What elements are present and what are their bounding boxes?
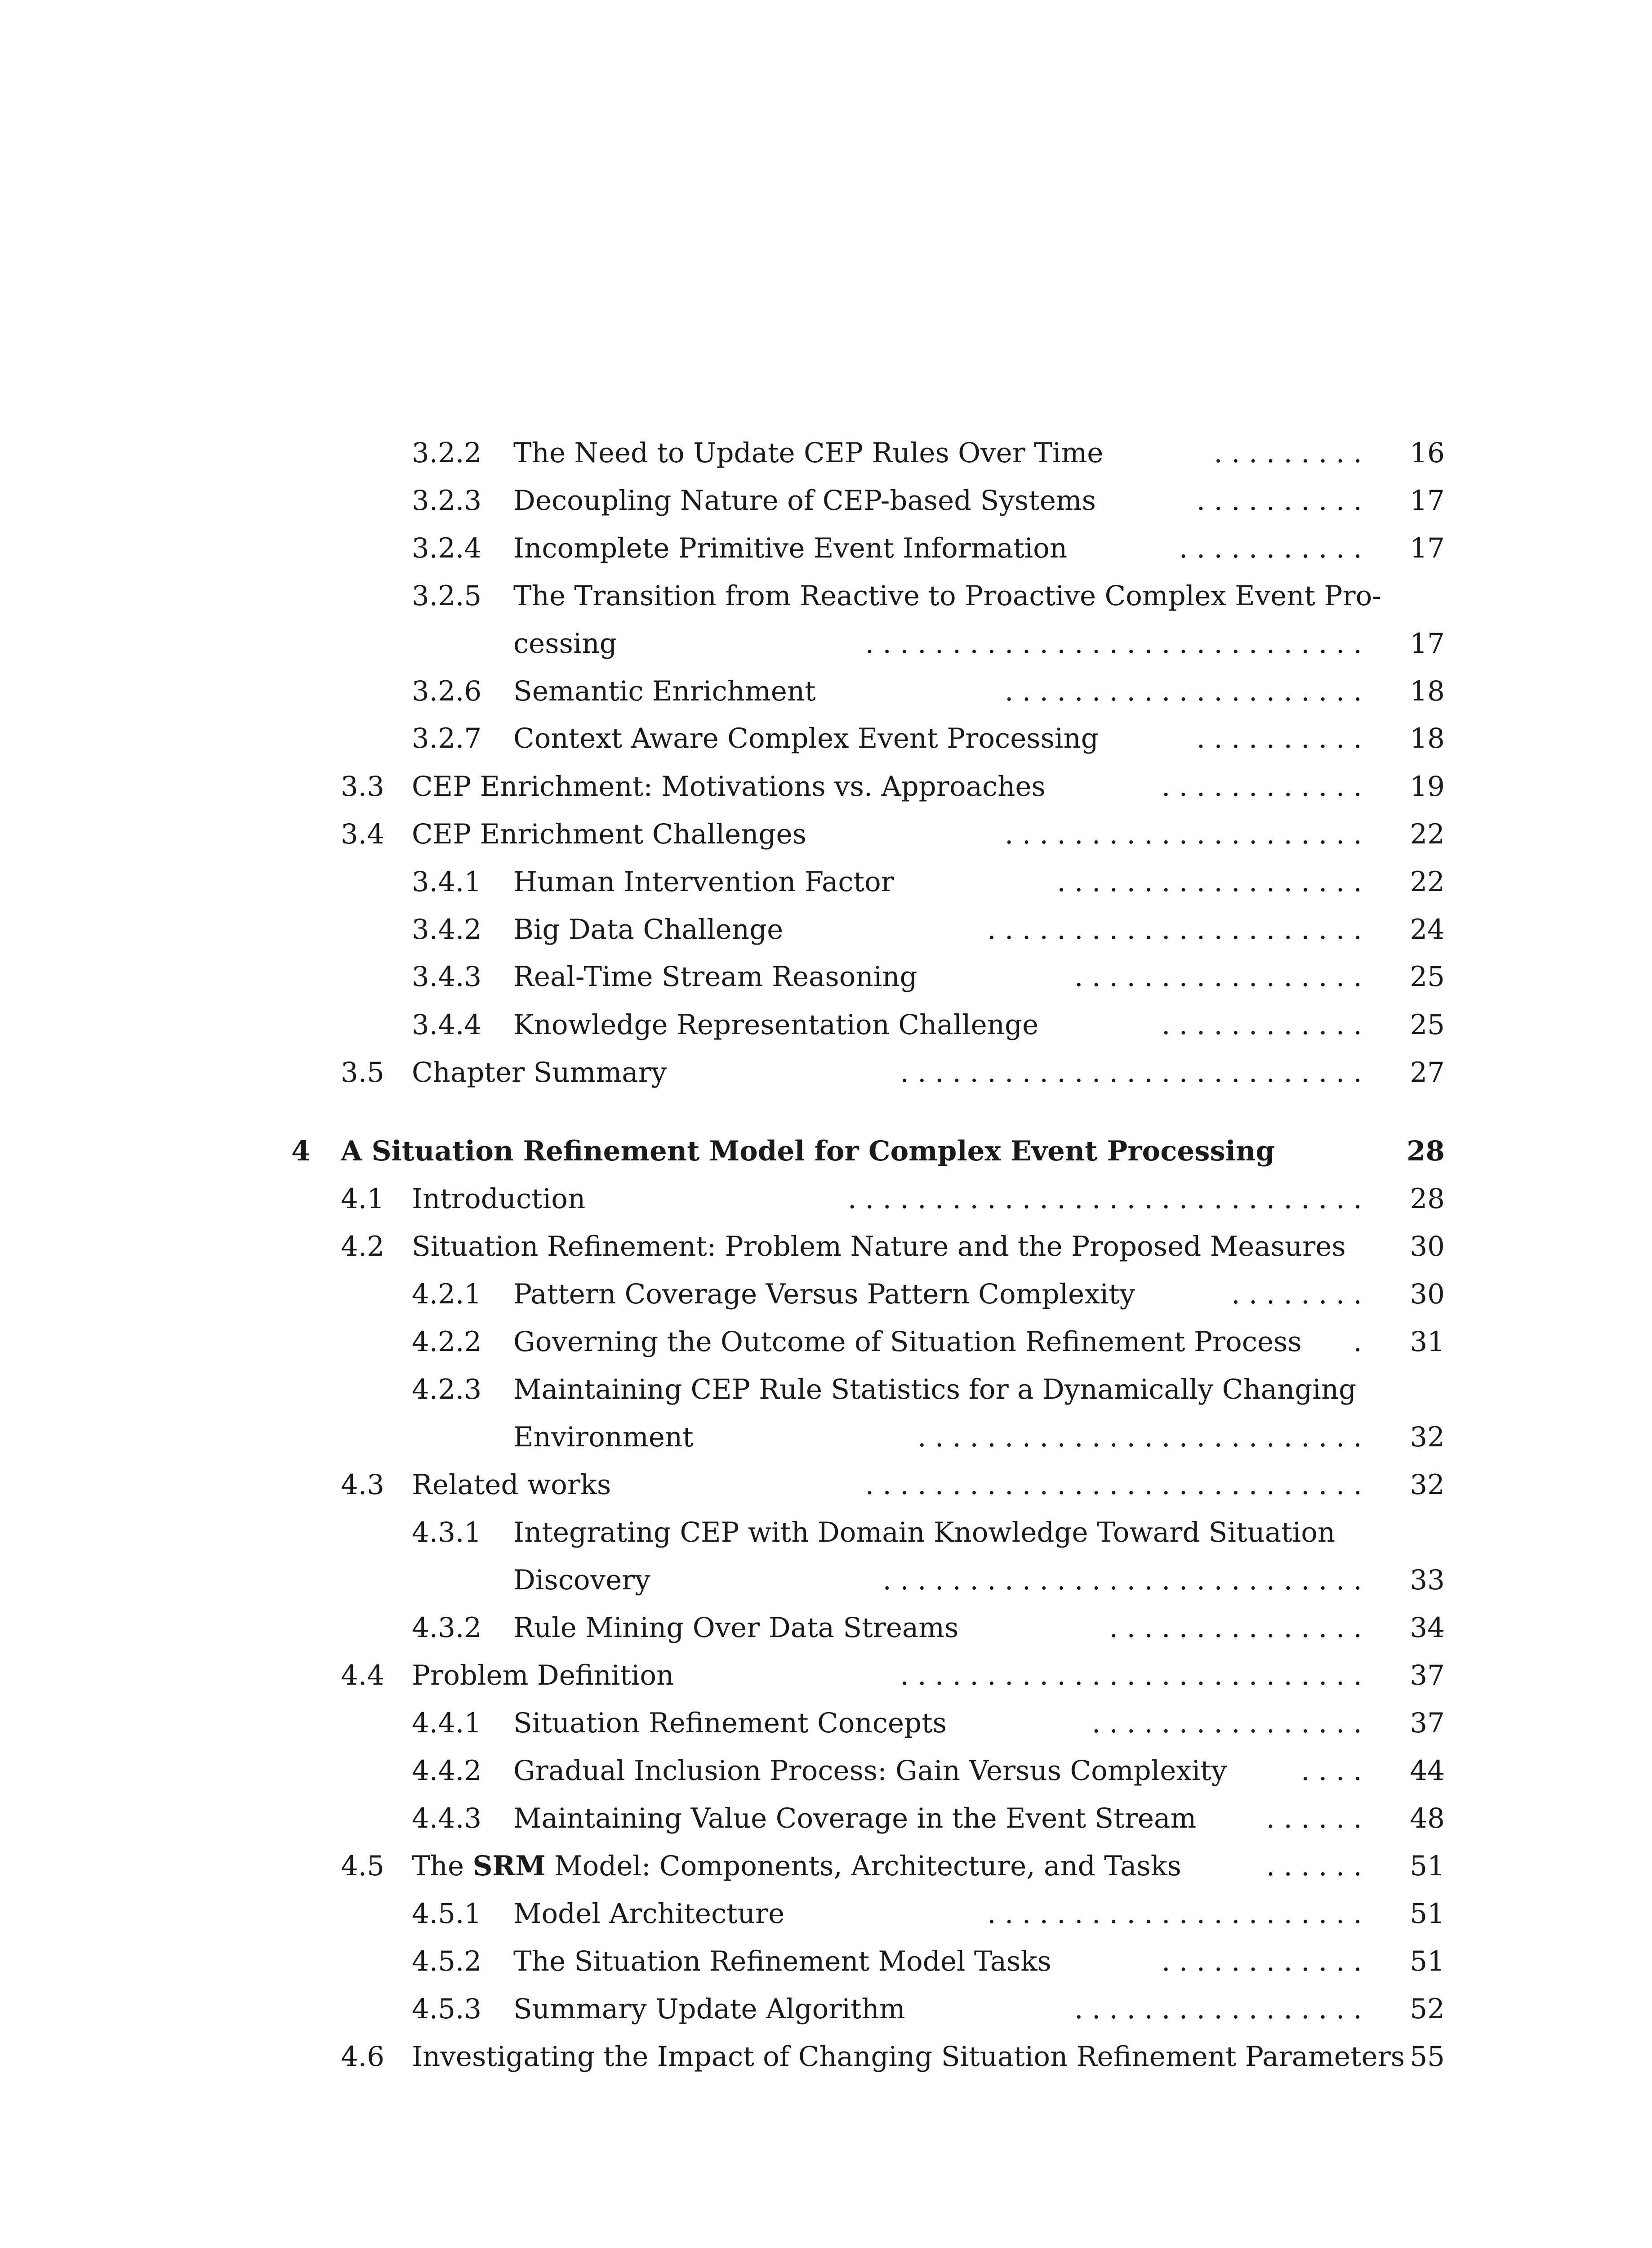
toc-entry[interactable] [0, 429, 1652, 477]
leader-dots: . . . . . . . . . . [1196, 723, 1362, 754]
toc-entry-number: 3.2.2 [412, 437, 482, 469]
leader-dots: . . . . . . . . . . . . . . . . . . . . . . . . . . [917, 1421, 1362, 1453]
toc-entry-title: Problem Definition [412, 1659, 674, 1691]
toc-entry-title [412, 1842, 1181, 1890]
leader-dots: . . . . . . . . . . . . . . . . . . . . . . . . . . . [900, 1659, 1362, 1691]
toc-entry[interactable] [0, 1318, 1652, 1366]
toc-entry-title: Environment [513, 1421, 694, 1453]
toc-entry[interactable] [0, 668, 1652, 715]
leader-dots: . . . . . . . . . . . . . . . . . [1074, 1993, 1362, 2025]
leader-dots: . . . . . . . . . . . . [1162, 771, 1362, 803]
toc-entry-number: 4.6 [341, 2041, 385, 2073]
toc-entry-title: Gradual Inclusion Process: Gain Versus Complexity [513, 1755, 1227, 1787]
toc-entry-title: Rule Mining Over Data Streams [513, 1612, 959, 1644]
toc-entry[interactable] [0, 2033, 1652, 2081]
leader-dots: . . . . . . . . . [1214, 437, 1362, 469]
toc-entry-page: 51 [1410, 1850, 1445, 1882]
toc-entry-title-part: The [412, 1850, 473, 1882]
toc-entry[interactable] [0, 620, 1652, 668]
toc-entry-title: The Situation Refinement Model Tasks [513, 1945, 1051, 1977]
toc-entry-number: 3.4.3 [412, 961, 482, 993]
toc-entry[interactable] [0, 1414, 1652, 1461]
toc-entry-page: 25 [1410, 1009, 1445, 1041]
leader-dots: . . . . . . . . . . [1196, 485, 1362, 517]
toc-entry-page: 17 [1410, 485, 1445, 517]
toc-entry-page: 51 [1410, 1945, 1445, 1977]
toc-entry-title: The Need to Update CEP Rules Over Time [513, 437, 1104, 469]
toc-entry-title: CEP Enrichment Challenges [412, 818, 806, 850]
toc-entry[interactable] [0, 525, 1652, 572]
toc-entry[interactable] [0, 1461, 1652, 1509]
toc-entry-page: 30 [1410, 1278, 1445, 1310]
toc-entry-page: 32 [1410, 1469, 1445, 1501]
toc-entry-number: 4.2 [341, 1231, 385, 1262]
toc-entry-title: Knowledge Representation Challenge [513, 1009, 1039, 1041]
toc-entry-page: 18 [1410, 675, 1445, 707]
toc-entry-page: 17 [1410, 628, 1445, 660]
toc-entry-page: 28 [1410, 1183, 1445, 1215]
leader-dots: . . . . . . [1266, 1802, 1362, 1834]
toc-entry-page: 44 [1410, 1755, 1445, 1787]
leader-dots: . . . . . . . . . . . . [1162, 1009, 1362, 1041]
leader-dots: . . . . . . . . . . . [1179, 532, 1362, 564]
toc-entry-page: 22 [1410, 866, 1445, 898]
toc-entry[interactable] [0, 1223, 1652, 1271]
toc-entry[interactable] [0, 1175, 1652, 1223]
toc-entry[interactable] [0, 763, 1652, 811]
toc-entry-page: 37 [1410, 1707, 1445, 1739]
toc-entry-page: 24 [1410, 914, 1445, 946]
toc-entry-number: 4 [291, 1135, 311, 1167]
toc-entry-number: 4.4.1 [412, 1707, 482, 1739]
toc-entry-title: A Situation Refinement Model for Complex Event Processing [341, 1135, 1275, 1167]
toc-entry-title: Governing the Outcome of Situation Refinement Process [513, 1326, 1302, 1358]
leader-dots: . . . . . . . . . . . . . . . . . . [1057, 866, 1362, 898]
toc-entry-title: Real-Time Stream Reasoning [513, 961, 917, 993]
toc-entry-title: cessing [513, 628, 617, 660]
toc-entry-number: 4.4 [341, 1659, 385, 1691]
toc-entry[interactable] [0, 858, 1652, 906]
toc-entry-number: 4.1 [341, 1183, 385, 1215]
toc-entry-number: 3.2.3 [412, 485, 482, 517]
toc-entry-page: 51 [1410, 1898, 1445, 1930]
toc-entry-number: 4.5.1 [412, 1898, 482, 1930]
leader-dots: . . . . . . . . . . . . . . . [1109, 1612, 1362, 1644]
toc-entry-title: Incomplete Primitive Event Information [513, 532, 1068, 564]
toc-entry-number: 4.3 [341, 1469, 385, 1501]
toc-entry-page: 17 [1410, 532, 1445, 564]
toc-entry-number: 4.4.2 [412, 1755, 482, 1787]
toc-entry-title-part: SRM [472, 1850, 546, 1882]
toc-entry-title-part: Model: Components, Architecture, and Tasks [545, 1850, 1181, 1882]
toc-entry-number: 3.2.6 [412, 675, 482, 707]
leader-dots: . . . . . . . . . . . . . . . . . . . . . . [987, 1898, 1362, 1930]
leader-dots: . . . . . . . . . . . . . . . . . . . . . . . . . . . . [882, 1564, 1362, 1596]
toc-entry-page: 28 [1407, 1135, 1445, 1167]
leader-dots: . . . . . . . . . . . . . . . . . . . . . . [987, 914, 1362, 946]
toc-entry[interactable] [0, 1747, 1652, 1795]
leader-dots: . [1353, 1326, 1362, 1358]
toc-entry-page: 19 [1410, 771, 1445, 803]
leader-dots: . . . . . . . . . . . . . . . . . . . . . . . . . . . . . [865, 628, 1362, 660]
toc-entry-page: 32 [1410, 1421, 1445, 1453]
toc-entry-title: Discovery [513, 1564, 650, 1596]
toc-entry-title: Pattern Coverage Versus Pattern Complexity [513, 1278, 1135, 1310]
toc-entry[interactable] [0, 906, 1652, 954]
toc-entry-title: Model Architecture [513, 1898, 785, 1930]
toc-entry[interactable] [0, 1842, 1652, 1890]
toc-entry[interactable] [0, 1557, 1652, 1604]
toc-entry-number: 3.2.4 [412, 532, 482, 564]
toc-entry-title: Maintaining CEP Rule Statistics for a Dynamically Changing [513, 1374, 1357, 1405]
toc-entry-number: 4.5.3 [412, 1993, 482, 2025]
toc-entry-page: 16 [1410, 437, 1445, 469]
toc-entry-number: 3.4.1 [412, 866, 482, 898]
toc-entry-page: 55 [1410, 2041, 1445, 2073]
toc-entry-title: Decoupling Nature of CEP-based Systems [513, 485, 1096, 517]
toc-entry-page: 18 [1410, 723, 1445, 754]
toc-entry-title: Situation Refinement Concepts [513, 1707, 947, 1739]
toc-entry-title: Integrating CEP with Domain Knowledge Toward Situation [513, 1517, 1336, 1548]
toc-entry-title: Human Intervention Factor [513, 866, 894, 898]
toc-entry-title: Big Data Challenge [513, 914, 784, 946]
toc-entry-number: 4.2.2 [412, 1326, 482, 1358]
toc-entry[interactable] [0, 1890, 1652, 1938]
toc-entry-title: Chapter Summary [412, 1057, 667, 1088]
toc-entry[interactable] [0, 1271, 1652, 1318]
toc-entry-page: 27 [1410, 1057, 1445, 1088]
toc-entry-number: 3.2.7 [412, 723, 482, 754]
toc-entry[interactable] [0, 715, 1652, 763]
toc-entry-page: 48 [1410, 1802, 1445, 1834]
toc-entry-page: 33 [1410, 1564, 1445, 1596]
toc-entry-page: 25 [1410, 961, 1445, 993]
toc-entry-number: 3.2.5 [412, 580, 482, 612]
leader-dots: . . . . . . . . [1231, 1278, 1362, 1310]
toc-entry[interactable] [0, 477, 1652, 525]
toc-entry-page: 34 [1410, 1612, 1445, 1644]
toc-entry-number: 4.5 [341, 1850, 385, 1882]
toc-entry-number: 3.5 [341, 1057, 385, 1088]
toc-entry[interactable] [0, 1652, 1652, 1699]
toc-entry-title: The Transition from Reactive to Proactive Complex Event Pro- [513, 580, 1382, 612]
toc-entry-number: 4.3.2 [412, 1612, 482, 1644]
toc-entry-title: Introduction [412, 1183, 586, 1215]
toc-entry[interactable] [0, 1509, 1652, 1557]
toc-entry-page: 37 [1410, 1659, 1445, 1691]
toc-entry[interactable] [0, 1795, 1652, 1842]
toc-chapter-entry[interactable] [0, 1128, 1652, 1175]
toc-entry-number: 4.5.2 [412, 1945, 482, 1977]
toc-entry-title: Maintaining Value Coverage in the Event Stream [513, 1802, 1197, 1834]
leader-dots: . . . . . . . . . . . . . . . . . . . . . [1005, 818, 1362, 850]
toc-entry-title: Summary Update Algorithm [513, 1993, 905, 2025]
toc-entry-page: 30 [1410, 1231, 1445, 1262]
leader-dots: . . . . . . . . . . . . [1162, 1945, 1362, 1977]
toc-entry[interactable] [0, 1699, 1652, 1747]
leader-dots: . . . . [1301, 1755, 1362, 1787]
toc-entry-title: Related works [412, 1469, 611, 1501]
leader-dots: . . . . . . . . . . . . . . . . . . . . . . . . . . . . . [865, 1469, 1362, 1501]
toc-entry[interactable] [0, 1938, 1652, 1985]
toc-entry[interactable] [0, 1985, 1652, 2033]
leader-dots: . . . . . . . . . . . . . . . . . [1074, 961, 1362, 993]
toc-entry-title: Context Aware Complex Event Processing [513, 723, 1099, 754]
toc-entry-number: 4.2.1 [412, 1278, 482, 1310]
toc-entry-number: 3.4.2 [412, 914, 482, 946]
toc-entry-page: 31 [1410, 1326, 1445, 1358]
toc-entry[interactable] [0, 1604, 1652, 1652]
toc-entry-title: Situation Refinement: Problem Nature and the Proposed Measures [412, 1231, 1346, 1262]
toc-entry[interactable] [0, 953, 1652, 1001]
toc-entry[interactable] [0, 572, 1652, 620]
toc-entry-title: CEP Enrichment: Motivations vs. Approaches [412, 771, 1046, 803]
toc-entry-number: 4.3.1 [412, 1517, 482, 1548]
toc-entry[interactable] [0, 1001, 1652, 1049]
toc-entry-page: 22 [1410, 818, 1445, 850]
toc-entry-title: Semantic Enrichment [513, 675, 816, 707]
toc-entry-number: 4.4.3 [412, 1802, 482, 1834]
toc-entry[interactable] [0, 811, 1652, 858]
leader-dots: . . . . . . . . . . . . . . . . . . . . . . . . . . . [900, 1057, 1362, 1088]
leader-dots: . . . . . . [1266, 1850, 1362, 1882]
toc-entry-number: 4.2.3 [412, 1374, 482, 1405]
toc-entry-page: 52 [1410, 1993, 1445, 2025]
leader-dots: . . . . . . . . . . . . . . . . [1091, 1707, 1362, 1739]
toc-entry[interactable] [0, 1049, 1652, 1097]
leader-dots: . . . . . . . . . . . . . . . . . . . . . . . . . . . . . . [847, 1183, 1362, 1215]
toc-entry[interactable] [0, 1366, 1652, 1414]
toc-entry-number: 3.3 [341, 771, 385, 803]
leader-dots: . . . . . . . . . . . . . . . . . . . . . [1005, 675, 1362, 707]
toc-entry-title: Investigating the Impact of Changing Situation Refinement Parameters [412, 2041, 1405, 2073]
toc-entry-number: 3.4 [341, 818, 385, 850]
toc-entry-number: 3.4.4 [412, 1009, 482, 1041]
